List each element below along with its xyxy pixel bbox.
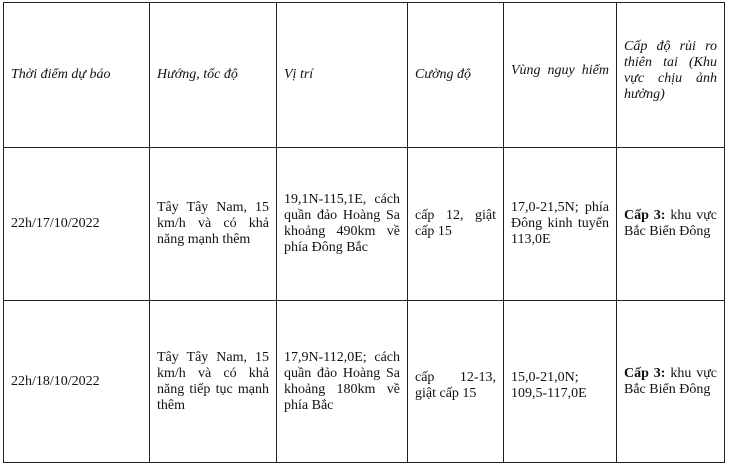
header-direction: Hướng, tốc độ [150,3,277,148]
risk-level-area: khu vực Bắc Biển Đông [624,365,717,397]
cell-danger-zone: 17,0-21,5N; phía Đông kinh tuyến 113,0E [504,148,617,301]
cell-direction: Tây Tây Nam, 15 km/h và có khả năng mạnh thêm [150,148,277,301]
risk-level-area: khu vực Bắc Biển Đông [624,208,717,239]
risk-level-label: Cấp 3: [624,365,666,381]
header-time: Thời điểm dự báo [4,3,150,148]
cell-time: 22h/17/10/2022 [4,148,150,301]
cell-direction: Tây Tây Nam, 15 km/h và có khả năng tiếp tục mạnh thêm [150,301,277,463]
header-position: Vị trí [277,3,408,148]
table-header-row [4,3,725,148]
header-danger-zone [504,3,617,148]
cell-position: 17,9N-112,0E; cách quần đảo Hoàng Sa khoảng 180km về phía Bắc [277,301,408,463]
header-intensity: Cường độ [408,3,504,148]
forecast-table [3,2,725,463]
header-risk-level [617,3,725,148]
header-risk-level-text: Cấp độ rủi ro thiên tai (Khu vực chịu ảnh hưởng) [624,39,717,102]
cell-intensity [408,301,504,463]
risk-level-label: Cấp 3: [624,208,666,223]
table-row [4,301,725,463]
cell-risk-level [617,301,725,463]
header-danger-zone-text: Vùng nguy hiểm [511,63,609,78]
cell-risk-level [617,148,725,301]
cell-danger-zone-text: 15,0-21,0N; 109,5-117,0E [511,369,587,401]
cell-time: 22h/18/10/2022 [4,301,150,463]
cell-intensity: cấp 12, giật cấp 15 [408,148,504,301]
cell-intensity-text: cấp 12-13, giật cấp 15 [415,369,496,401]
cell-danger-zone [504,301,617,463]
table-row [4,148,725,301]
cell-position: 19,1N-115,1E, cách quần đảo Hoàng Sa khoảng 490km về phía Đông Bắc [277,148,408,301]
